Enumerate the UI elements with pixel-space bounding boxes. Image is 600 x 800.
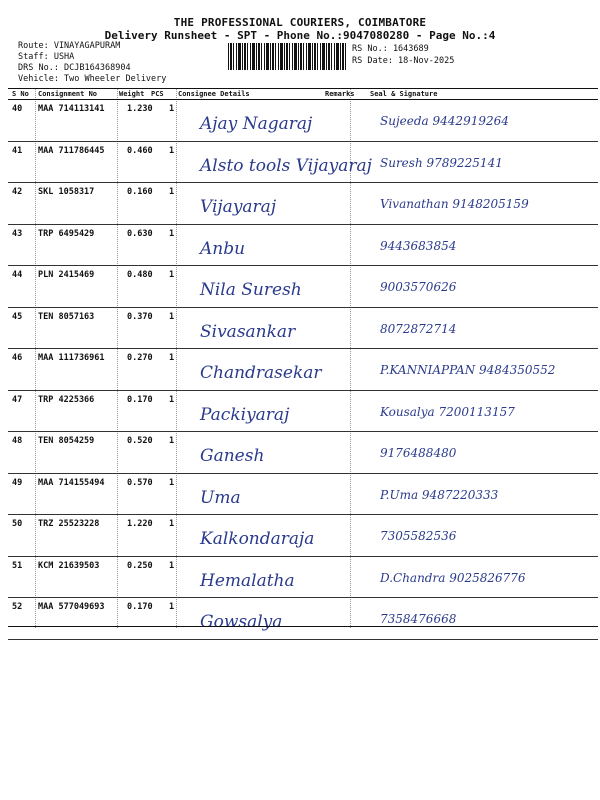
cell-weight: 0.570 <box>127 477 153 488</box>
cell-consignee-signature: Uma <box>200 487 241 508</box>
cell-sno: 41 <box>12 145 23 156</box>
runsheet-table <box>8 88 598 640</box>
table-row <box>8 391 598 433</box>
cell-consignment: MAA 711786445 <box>38 145 105 156</box>
drs-label: DRS No.: DCJB164368904 <box>18 63 131 73</box>
cell-consignment: MAA 577049693 <box>38 602 105 612</box>
route-label: Route: VINAYAGAPURAM <box>18 41 121 51</box>
cell-consignee-signature: Anbu <box>200 238 246 259</box>
table-row <box>8 308 598 350</box>
cell-seal-signature: Vivanathan 9148205159 <box>380 197 529 211</box>
table-row <box>8 515 598 557</box>
cell-consignment: TRP 4225366 <box>38 394 95 405</box>
cell-consignee-signature: Hemalatha <box>200 570 295 591</box>
cell-weight: 0.270 <box>127 353 153 363</box>
cell-weight: 0.630 <box>127 228 153 239</box>
cell-consignment: MAA 714113141 <box>38 104 105 114</box>
cell-consignee-signature: Vijayaraj <box>200 197 277 217</box>
cell-consignee-signature: Ajay Nagaraj <box>200 114 313 134</box>
cell-consignment: TEN 8054259 <box>38 436 95 446</box>
rs-number: RS No.: 1643689 <box>352 44 429 54</box>
company-title: THE PROFESSIONAL COURIERS, COIMBATORE <box>173 16 427 29</box>
cell-seal-signature: Sujeeda 9442919264 <box>380 114 509 128</box>
cell-sno: 44 <box>12 270 23 280</box>
cell-pcs: 1 <box>169 353 175 363</box>
runsheet-subtitle: Delivery Runsheet - SPT - Phone No.:9047080280 - Page No.:4 <box>104 29 496 42</box>
cell-pcs: 1 <box>169 311 175 322</box>
cell-seal-signature: 7305582536 <box>380 529 457 543</box>
cell-consignment: KCM 21639503 <box>38 560 100 571</box>
cell-weight: 0.520 <box>127 436 153 446</box>
table-row <box>8 349 598 391</box>
table-row <box>8 225 598 267</box>
rs-date: RS Date: 18-Nov-2025 <box>352 56 455 66</box>
cell-consignment: TEN 8057163 <box>38 311 95 322</box>
cell-weight: 0.250 <box>127 560 153 571</box>
cell-sno: 40 <box>12 104 23 114</box>
cell-seal-signature: 9003570626 <box>380 280 457 294</box>
header-consignment: Consignment No <box>38 90 98 98</box>
cell-consignment: PLN 2415469 <box>38 270 95 280</box>
table-row <box>8 142 598 184</box>
table-row <box>8 474 598 516</box>
cell-weight: 0.170 <box>127 394 153 405</box>
cell-sno: 43 <box>12 228 23 239</box>
cell-weight: 0.160 <box>127 187 153 197</box>
header-remarks: Remarks <box>325 90 355 98</box>
cell-weight: 1.220 <box>127 519 153 529</box>
cell-pcs: 1 <box>169 519 175 529</box>
header-seal: Seal & Signature <box>370 90 438 98</box>
header-pcs: PCS <box>151 90 164 98</box>
cell-sno: 50 <box>12 519 23 529</box>
vehicle-label: Vehicle: Two Wheeler Delivery <box>18 74 167 84</box>
table-row <box>8 100 598 142</box>
cell-sno: 52 <box>12 602 23 612</box>
cell-seal-signature: P.Uma 9487220333 <box>380 487 499 502</box>
cell-seal-signature: D.Chandra 9025826776 <box>380 570 526 585</box>
cell-consignment: SKL 1058317 <box>38 187 95 197</box>
barcode <box>228 43 348 70</box>
page-end-rule <box>8 626 598 627</box>
cell-consignment: TRP 6495429 <box>38 228 95 239</box>
cell-pcs: 1 <box>169 394 175 405</box>
cell-consignee-signature: Kalkondaraja <box>200 529 315 549</box>
cell-seal-signature: Suresh 9789225141 <box>380 155 503 170</box>
cell-consignee-signature: Packiyaraj <box>200 404 290 425</box>
table-row <box>8 183 598 225</box>
cell-consignee-signature: Sivasankar <box>200 321 296 342</box>
cell-sno: 47 <box>12 394 23 405</box>
cell-weight: 0.370 <box>127 311 153 322</box>
cell-pcs: 1 <box>169 187 175 197</box>
table-body <box>8 100 598 640</box>
cell-pcs: 1 <box>169 477 175 488</box>
header-weight: Weight <box>119 90 145 98</box>
table-row <box>8 266 598 308</box>
cell-sno: 49 <box>12 477 23 488</box>
cell-consignee-signature: Alsto tools Vijayaraj <box>200 155 372 176</box>
cell-sno: 48 <box>12 436 23 446</box>
cell-weight: 1.230 <box>127 104 153 114</box>
cell-consignee-signature: Ganesh <box>200 446 265 466</box>
cell-pcs: 1 <box>169 560 175 571</box>
cell-pcs: 1 <box>169 228 175 239</box>
table-row <box>8 598 598 640</box>
cell-seal-signature: Kousalya 7200113157 <box>380 404 515 419</box>
table-header <box>8 89 598 100</box>
cell-consignment: MAA 111736961 <box>38 353 105 363</box>
cell-seal-signature: 9443683854 <box>380 238 457 253</box>
cell-consignee-signature: Gowsalya <box>200 612 283 632</box>
cell-pcs: 1 <box>169 602 175 612</box>
cell-seal-signature: P.KANNIAPPAN 9484350552 <box>380 363 556 377</box>
cell-pcs: 1 <box>169 104 175 114</box>
staff-label: Staff: USHA <box>18 52 75 62</box>
cell-pcs: 1 <box>169 145 175 156</box>
cell-seal-signature: 9176488480 <box>380 446 457 460</box>
cell-seal-signature: 8072872714 <box>380 321 457 336</box>
table-row <box>8 432 598 474</box>
cell-sno: 42 <box>12 187 23 197</box>
cell-pcs: 1 <box>169 270 175 280</box>
header-sno: S No <box>12 90 29 98</box>
table-row <box>8 557 598 599</box>
cell-sno: 45 <box>12 311 23 322</box>
cell-weight: 0.480 <box>127 270 153 280</box>
cell-consignment: TRZ 25523228 <box>38 519 100 529</box>
cell-consignment: MAA 714155494 <box>38 477 105 488</box>
cell-consignee-signature: Chandrasekar <box>200 363 322 383</box>
cell-consignee-signature: Nila Suresh <box>200 280 302 300</box>
cell-sno: 51 <box>12 560 23 571</box>
cell-weight: 0.170 <box>127 602 153 612</box>
cell-sno: 46 <box>12 353 23 363</box>
cell-weight: 0.460 <box>127 145 153 156</box>
header-consignee: Consignee Details <box>178 90 250 98</box>
cell-pcs: 1 <box>169 436 175 446</box>
cell-seal-signature: 7358476668 <box>380 612 457 626</box>
